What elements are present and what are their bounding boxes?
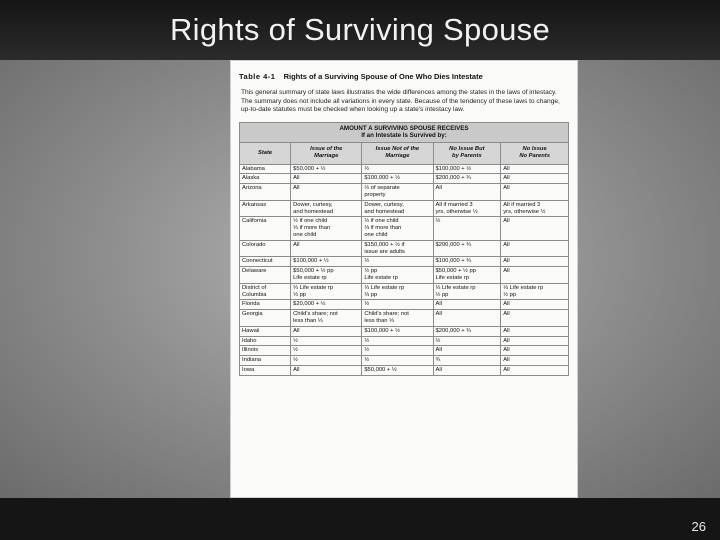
state-cell: Florida	[240, 300, 291, 310]
table-cell: All	[501, 164, 569, 174]
table-cell: All	[501, 240, 569, 257]
state-cell: Arkansas	[240, 200, 291, 217]
state-cell: Illinois	[240, 346, 291, 356]
column-header: Issue Not of the Marriage	[362, 142, 433, 164]
table-row	[240, 326, 569, 336]
table-cell: $20,000 + ½	[291, 300, 362, 310]
table-cell: $100,000 + ½	[362, 326, 433, 336]
table-cell: All	[433, 300, 501, 310]
state-cell: District of Columbia	[240, 283, 291, 300]
table-cell: ½ if one child ⅓ if more than one child	[291, 217, 362, 240]
state-cell: Alaska	[240, 174, 291, 184]
table-row	[240, 336, 569, 346]
table-cell: All if married 3 yrs, otherwise ½	[501, 200, 569, 217]
scanned-table-page	[230, 60, 578, 498]
table-cell: $200,000 + ¾	[433, 326, 501, 336]
state-cell: Georgia	[240, 310, 291, 327]
table-cell: Child's share; not less than ⅓	[362, 310, 433, 327]
state-cell: Alabama	[240, 164, 291, 174]
table-intro: This general summary of state laws illustrates the wide differences among the states in the laws of intestacy. The summary does not include all variations in every state. Because of the tendency of these laws to change, up-to-date statutes must be checked when looking up a state's intestacy law.	[241, 89, 560, 114]
table-cell: All	[433, 184, 501, 201]
table-cell: $50,000 + ½ pp Life estate rp	[291, 267, 362, 284]
table-cell: ½	[291, 336, 362, 346]
table-cell: ½ of separate property	[362, 184, 433, 201]
table-cell: All	[501, 365, 569, 375]
table-cell: ½ pp Life estate rp	[362, 267, 433, 284]
table-cell: All	[501, 326, 569, 336]
table-cell: All	[291, 174, 362, 184]
slide-title: Rights of Surviving Spouse	[170, 12, 550, 47]
table-cell: ½	[291, 356, 362, 366]
table-cell: ½	[291, 346, 362, 356]
table-cell: All	[433, 310, 501, 327]
column-header: State	[240, 142, 291, 164]
table-cell: All	[501, 356, 569, 366]
column-header: No Issue No Parents	[501, 142, 569, 164]
state-cell: Hawaii	[240, 326, 291, 336]
table-cell: ½	[362, 356, 433, 366]
table-cell: $100,000 + ½	[433, 164, 501, 174]
slide-number: 26	[691, 519, 706, 534]
table-cell: All	[501, 174, 569, 184]
table-cell: All	[501, 267, 569, 284]
table-cell: ½	[362, 300, 433, 310]
state-cell: Connecticut	[240, 257, 291, 267]
table-cell: $150,000 + ½ if issue are adults	[362, 240, 433, 257]
table-cell: $50,000 + ½	[291, 164, 362, 174]
table-cell: ⅓ Life estate rp ½ pp	[501, 283, 569, 300]
state-cell: Delaware	[240, 267, 291, 284]
table-cell: ⅓ Life estate rp ⅓ pp	[291, 283, 362, 300]
table-cell: All	[501, 336, 569, 346]
table-cell: All	[291, 184, 362, 201]
table-cell: ⅓ Life estate rp ½ pp	[433, 283, 501, 300]
table-cell: ½	[433, 217, 501, 240]
state-cell: Idaho	[240, 336, 291, 346]
table-cell: ½ if one child ⅓ if more than one child	[362, 217, 433, 240]
state-cell: Arizona	[240, 184, 291, 201]
column-header: Issue of the Marriage	[291, 142, 362, 164]
table-title: Rights of a Surviving Spouse of One Who Dies Intestate	[283, 72, 483, 81]
table-cell: $50,000 + ½ pp Life estate rp	[433, 267, 501, 284]
column-header-row	[240, 142, 569, 164]
table-row	[240, 257, 569, 267]
state-cell: Iowa	[240, 365, 291, 375]
table-row	[240, 267, 569, 284]
table-row	[240, 346, 569, 356]
table-cell: All if married 3 yrs, otherwise ½	[433, 200, 501, 217]
table-cell: $100,000 + ½	[291, 257, 362, 267]
table-cell: All	[291, 240, 362, 257]
table-label: Table 4-1	[239, 72, 276, 81]
table-row	[240, 217, 569, 240]
table-cell: All	[433, 346, 501, 356]
table-cell: $200,000 + ¾	[433, 174, 501, 184]
super-header-line2: If an Intestate Is Survived by:	[361, 132, 447, 140]
table-row	[240, 310, 569, 327]
table-cell: $100,000 + ¾	[433, 257, 501, 267]
table-caption	[239, 72, 569, 82]
table-body	[240, 164, 569, 375]
table-cell: All	[501, 257, 569, 267]
table-row	[240, 365, 569, 375]
state-cell: Indiana	[240, 356, 291, 366]
table-cell: $50,000 + ½	[362, 365, 433, 375]
table-cell: ½	[433, 336, 501, 346]
table-cell: All	[291, 326, 362, 336]
table-cell: All	[501, 310, 569, 327]
table-cell: ½	[362, 164, 433, 174]
table-row	[240, 283, 569, 300]
super-header-cell	[240, 122, 569, 142]
table-cell: ½	[362, 346, 433, 356]
table-row	[240, 164, 569, 174]
table-row	[240, 300, 569, 310]
state-cell: California	[240, 217, 291, 240]
table-cell: Dower, curtesy, and homestead	[362, 200, 433, 217]
table-cell: All	[501, 300, 569, 310]
table-cell: ½	[362, 336, 433, 346]
table-row	[240, 240, 569, 257]
column-header: No Issue But by Parents	[433, 142, 501, 164]
table-cell: All	[291, 365, 362, 375]
table-cell: Child's share; not less than ⅓	[291, 310, 362, 327]
super-header-line1: AMOUNT A SURVIVING SPOUSE RECEIVES	[339, 124, 469, 132]
table-cell: All	[501, 184, 569, 201]
table-cell: All	[501, 217, 569, 240]
table-cell: ⅓ Life estate rp ⅓ pp	[362, 283, 433, 300]
table-cell: All	[433, 365, 501, 375]
footer-bar-background	[0, 498, 720, 540]
state-cell: Colorado	[240, 240, 291, 257]
table-row	[240, 356, 569, 366]
table-cell: ½	[362, 257, 433, 267]
table-row	[240, 200, 569, 217]
table-cell: $100,000 + ½	[362, 174, 433, 184]
table-row	[240, 174, 569, 184]
table-cell: ¾	[433, 356, 501, 366]
table-row	[240, 184, 569, 201]
table-super-header	[240, 122, 569, 142]
table-cell: $200,000 + ¾	[433, 240, 501, 257]
table-cell: All	[501, 346, 569, 356]
intestacy-table	[239, 122, 569, 376]
table-cell: Dower, curtesy, and homestead	[291, 200, 362, 217]
